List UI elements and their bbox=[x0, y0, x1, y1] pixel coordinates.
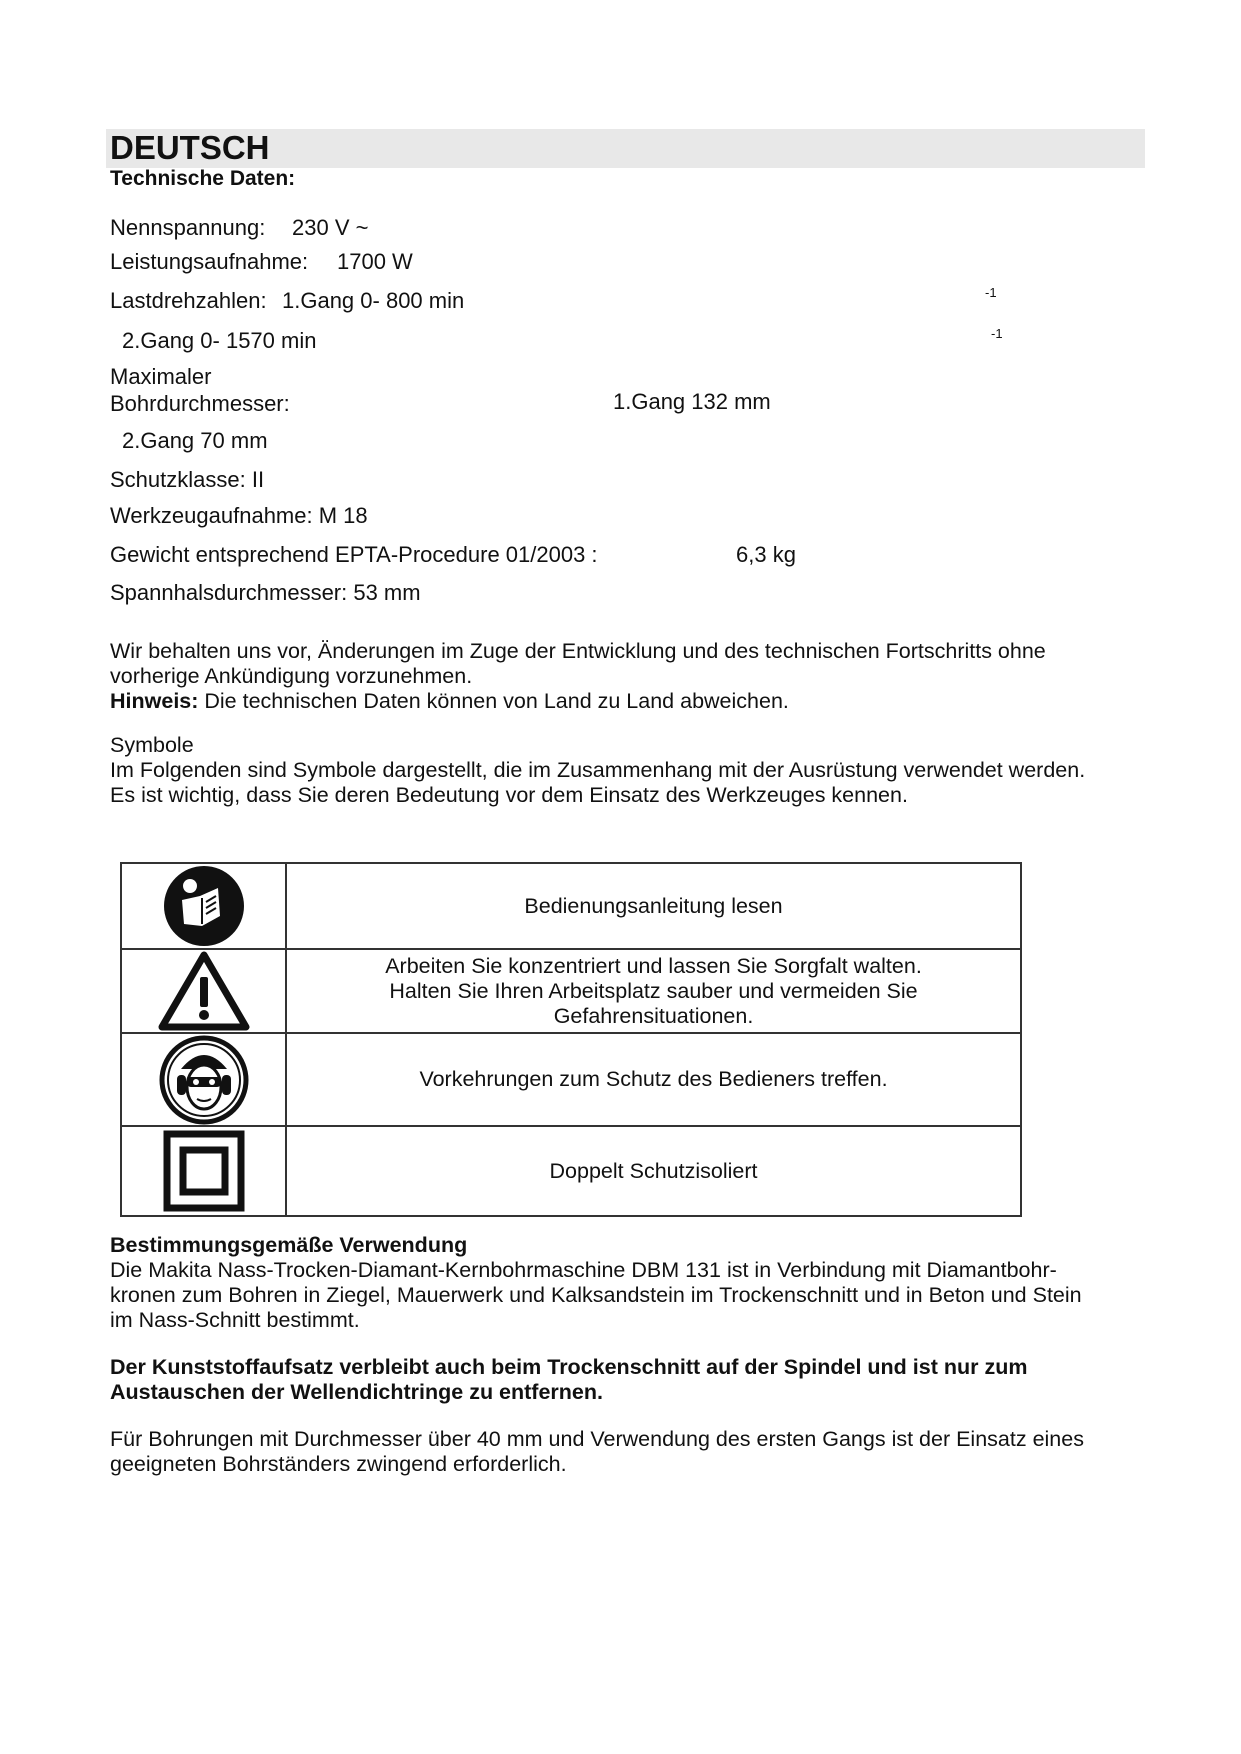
notice-line: Wir behalten uns vor, Änderungen im Zuge der Entwicklung und des technischen Fortschritts ohne bbox=[110, 639, 1046, 663]
symbol-description-line: Arbeiten Sie konzentriert und lassen Sie Sorgfalt walten. bbox=[385, 953, 922, 978]
symbol-description bbox=[286, 949, 1021, 1033]
lastdrehzahl-gang1: 1.Gang 0- 800 min bbox=[282, 288, 465, 313]
bohr-label-line1: Maximaler bbox=[110, 364, 212, 389]
usage-line: im Nass-Schnitt bestimmt. bbox=[110, 1308, 360, 1332]
language-title: DEUTSCH bbox=[110, 129, 270, 166]
nennspannung-label: Nennspannung: bbox=[110, 215, 266, 240]
symbol-description-line: Halten Sie Ihren Arbeitsplatz sauber und vermeiden Sie bbox=[389, 978, 918, 1003]
hint-text: Die technischen Daten können von Land zu Land abweichen. bbox=[198, 689, 789, 713]
symbols-intro-line: Im Folgenden sind Symbole dargestellt, die im Zusammenhang mit der Ausrüstung verwendet werden. bbox=[110, 758, 1086, 782]
hint-line bbox=[110, 689, 1140, 714]
bohr-gang2: 2.Gang 70 mm bbox=[122, 428, 268, 453]
gewicht-value: 6,3 kg bbox=[736, 542, 796, 567]
symbol-description-line: Vorkehrungen zum Schutz des Bedieners treffen. bbox=[419, 1067, 888, 1091]
symbols-table bbox=[120, 862, 1022, 1217]
schutzklasse: Schutzklasse: II bbox=[110, 467, 265, 492]
usage-bold-line: Der Kunststoffaufsatz verbleibt auch beim Trockenschnitt auf der Spindel und ist nur zum bbox=[110, 1355, 1028, 1379]
symbol-description bbox=[286, 1126, 1021, 1216]
usage-bold-line: Austauschen der Wellendichtringe zu entfernen. bbox=[110, 1380, 603, 1404]
usage-bold-note bbox=[110, 1355, 1140, 1405]
usage-line: kronen zum Bohren in Ziegel, Mauerwerk und Kalksandstein im Trockenschnitt und in Beton und Stein bbox=[110, 1283, 1082, 1307]
symbol-description bbox=[286, 1033, 1021, 1126]
lastdrehzahl-gang2: 2.Gang 0- 1570 min bbox=[122, 328, 317, 353]
read-manual-icon bbox=[121, 863, 286, 949]
symbol-description-line: Bedienungsanleitung lesen bbox=[524, 893, 783, 918]
spannhalsdurchmesser: Spannhalsdurchmesser: 53 mm bbox=[110, 580, 421, 605]
warning-triangle-icon bbox=[121, 949, 286, 1033]
double-insulation-icon bbox=[121, 1126, 286, 1216]
table-row bbox=[121, 949, 1021, 1033]
nennspannung-value: 230 V ~ bbox=[292, 215, 369, 240]
symbol-description-line: Doppelt Schutzisoliert bbox=[549, 1158, 758, 1183]
protective-gear-icon bbox=[121, 1033, 286, 1126]
bohr-gang1: 1.Gang 132 mm bbox=[613, 389, 771, 414]
lastdrehzahl-gang1-exponent: -1 bbox=[985, 285, 997, 300]
usage-heading: Bestimmungsgemäße Verwendung bbox=[110, 1233, 468, 1257]
gewicht-label: Gewicht entsprechend EPTA-Procedure 01/2003 : bbox=[110, 542, 598, 567]
symbols-heading: Symbole bbox=[110, 733, 194, 757]
lastdrehzahl-gang2-exponent: -1 bbox=[991, 326, 1003, 341]
bohr-label-line2: Bohrdurchmesser: bbox=[110, 391, 290, 416]
hint-label: Hinweis: bbox=[110, 689, 199, 713]
lastdrehzahl-label: Lastdrehzahlen: bbox=[110, 288, 267, 313]
usage-line: Die Makita Nass-Trocken-Diamant-Kernbohrmaschine DBM 131 ist in Verbindung mit Diamantbohr- bbox=[110, 1258, 1057, 1282]
notice-paragraph bbox=[110, 639, 1140, 714]
symbol-description bbox=[286, 863, 1021, 949]
usage-final-note bbox=[110, 1427, 1140, 1477]
usage-section bbox=[110, 1233, 1140, 1333]
symbols-intro-line: Es ist wichtig, dass Sie deren Bedeutung vor dem Einsatz des Werkzeuges kennen. bbox=[110, 783, 908, 807]
table-row bbox=[121, 1126, 1021, 1216]
symbol-description-line: Gefahrensituationen. bbox=[553, 1003, 754, 1028]
tech-data-heading: Technische Daten: bbox=[110, 167, 296, 190]
table-row bbox=[121, 1033, 1021, 1126]
leistung-value: 1700 W bbox=[337, 249, 413, 274]
usage-final-line: geeigneten Bohrständers zwingend erforderlich. bbox=[110, 1452, 567, 1476]
werkzeugaufnahme: Werkzeugaufnahme: M 18 bbox=[110, 503, 368, 528]
usage-final-line: Für Bohrungen mit Durchmesser über 40 mm und Verwendung des ersten Gangs ist der Einsatz eines bbox=[110, 1427, 1084, 1451]
symbols-intro bbox=[110, 733, 1140, 808]
notice-line: vorherige Ankündigung vorzunehmen. bbox=[110, 664, 473, 688]
table-row bbox=[121, 863, 1021, 949]
leistung-label: Leistungsaufnahme: bbox=[110, 249, 309, 274]
